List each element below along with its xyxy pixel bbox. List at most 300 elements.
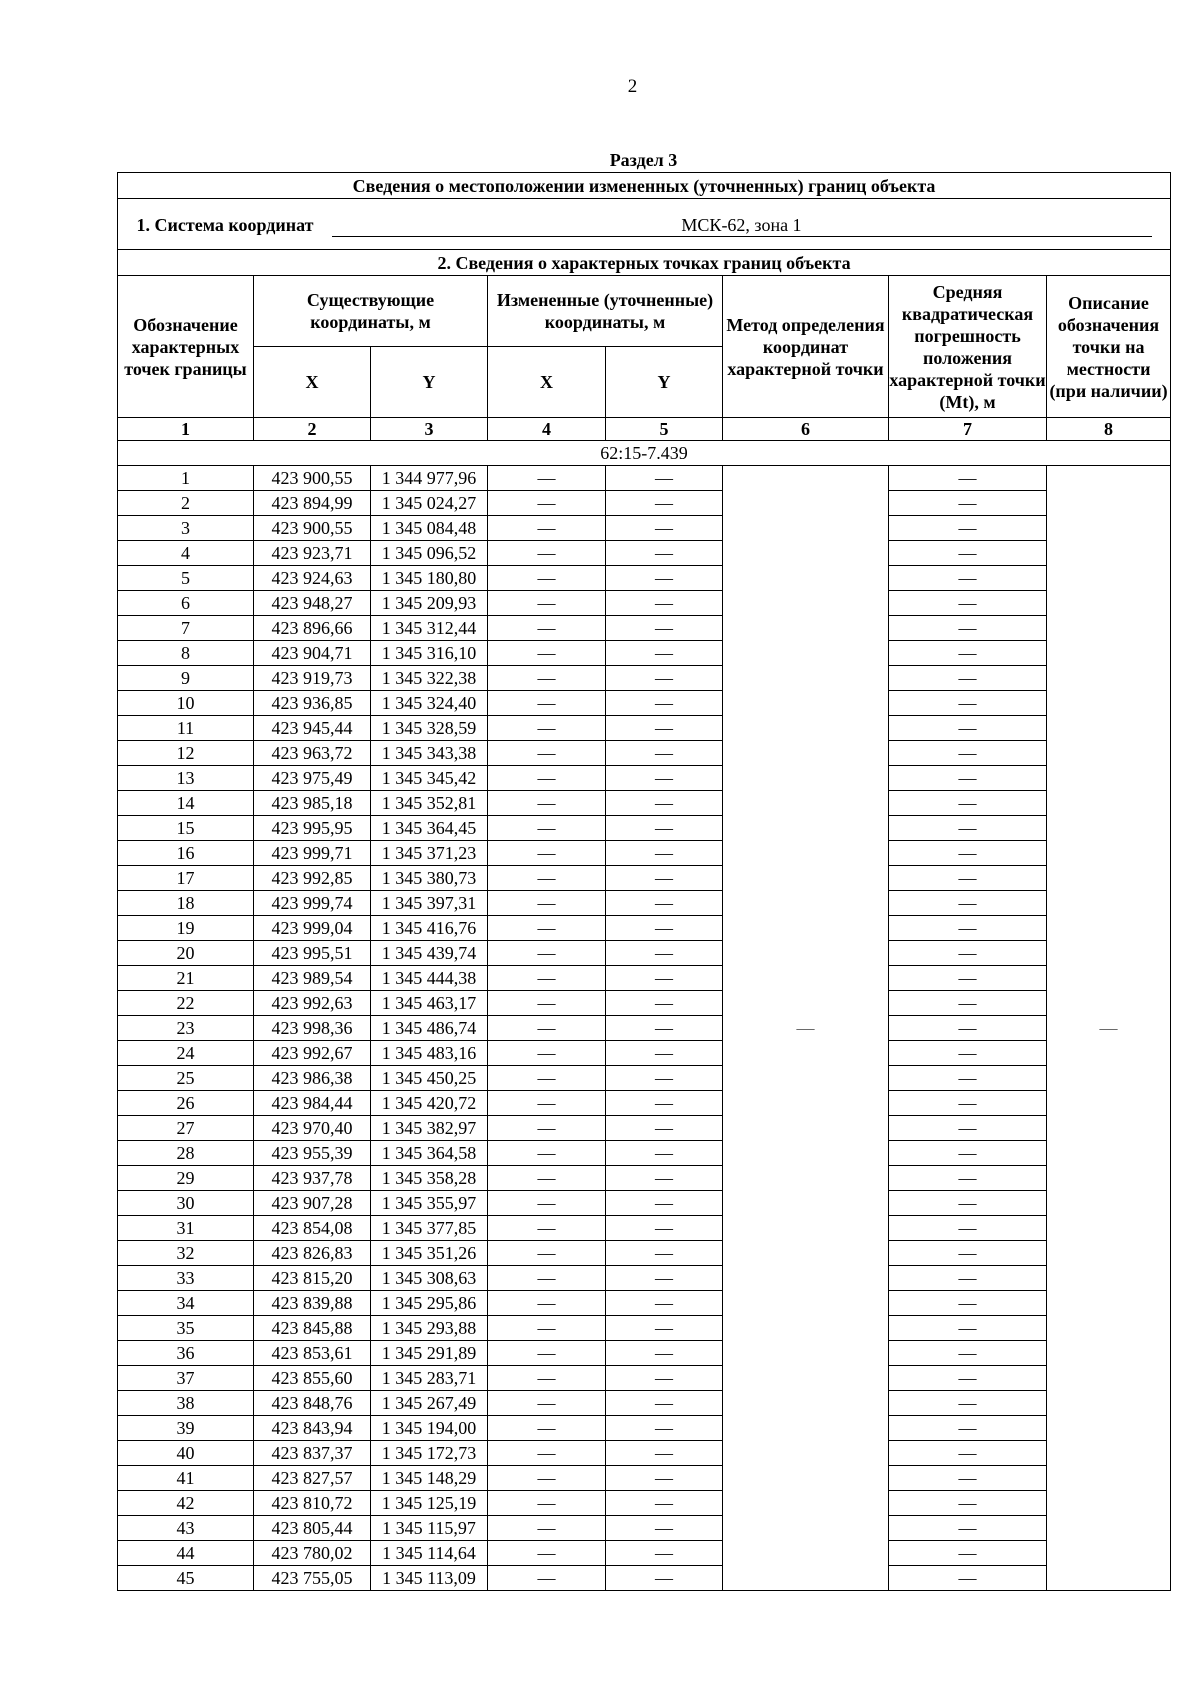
mean-error-value: — xyxy=(889,1066,1047,1091)
mean-error-value: — xyxy=(889,991,1047,1016)
changed-x-value: — xyxy=(488,616,606,641)
existing-x-value: 423 948,27 xyxy=(254,591,371,616)
existing-x-value: 423 900,55 xyxy=(254,466,371,491)
header-changed-x: X xyxy=(488,347,606,418)
mean-error-value: — xyxy=(889,1566,1047,1591)
existing-x-value: 423 975,49 xyxy=(254,766,371,791)
changed-y-value: — xyxy=(606,691,723,716)
changed-x-value: — xyxy=(488,1341,606,1366)
existing-y-value: 1 345 382,97 xyxy=(371,1116,488,1141)
point-number: 32 xyxy=(118,1241,254,1266)
mean-error-value: — xyxy=(889,1191,1047,1216)
mean-error-value: — xyxy=(889,1491,1047,1516)
point-number: 8 xyxy=(118,641,254,666)
point-number: 36 xyxy=(118,1341,254,1366)
table-row xyxy=(118,1316,1171,1341)
changed-y-value: — xyxy=(606,641,723,666)
table-row xyxy=(118,516,1171,541)
point-number: 2 xyxy=(118,491,254,516)
point-number: 38 xyxy=(118,1391,254,1416)
changed-x-value: — xyxy=(488,1216,606,1241)
changed-y-value: — xyxy=(606,791,723,816)
changed-x-value: — xyxy=(488,541,606,566)
mean-error-value: — xyxy=(889,766,1047,791)
mean-error-value: — xyxy=(889,1416,1047,1441)
existing-x-value: 423 894,99 xyxy=(254,491,371,516)
existing-y-value: 1 345 148,29 xyxy=(371,1466,488,1491)
coord-system-value: МСК-62, зона 1 xyxy=(332,215,1152,237)
changed-y-value: — xyxy=(606,1441,723,1466)
existing-y-value: 1 345 125,19 xyxy=(371,1491,488,1516)
mean-error-value: — xyxy=(889,716,1047,741)
mean-error-value: — xyxy=(889,616,1047,641)
mean-error-value: — xyxy=(889,1316,1047,1341)
description-value: — xyxy=(1047,466,1171,1591)
point-number: 41 xyxy=(118,1466,254,1491)
mean-error-value: — xyxy=(889,1016,1047,1041)
changed-x-value: — xyxy=(488,1266,606,1291)
existing-x-value: 423 936,85 xyxy=(254,691,371,716)
existing-x-value: 423 848,76 xyxy=(254,1391,371,1416)
table-row xyxy=(118,1366,1171,1391)
changed-y-value: — xyxy=(606,1341,723,1366)
table-row xyxy=(118,466,1171,491)
table-row xyxy=(118,1516,1171,1541)
existing-x-value: 423 839,88 xyxy=(254,1291,371,1316)
existing-x-value: 423 900,55 xyxy=(254,516,371,541)
mean-error-value: — xyxy=(889,541,1047,566)
existing-y-value: 1 345 295,86 xyxy=(371,1291,488,1316)
changed-y-value: — xyxy=(606,916,723,941)
column-number: 5 xyxy=(606,418,723,441)
existing-x-value: 423 815,20 xyxy=(254,1266,371,1291)
table-row xyxy=(118,1041,1171,1066)
changed-y-value: — xyxy=(606,1391,723,1416)
existing-y-value: 1 345 283,71 xyxy=(371,1366,488,1391)
table-row xyxy=(118,916,1171,941)
changed-x-value: — xyxy=(488,1516,606,1541)
table-row xyxy=(118,1166,1171,1191)
existing-x-value: 423 992,67 xyxy=(254,1041,371,1066)
changed-x-value: — xyxy=(488,1391,606,1416)
column-number: 6 xyxy=(723,418,889,441)
point-number: 16 xyxy=(118,841,254,866)
table-row xyxy=(118,991,1171,1016)
mean-error-value: — xyxy=(889,1516,1047,1541)
mean-error-value: — xyxy=(889,891,1047,916)
changed-x-value: — xyxy=(488,916,606,941)
table-row xyxy=(118,566,1171,591)
existing-y-value: 1 345 267,49 xyxy=(371,1391,488,1416)
coord-system-label: 1. Система координат xyxy=(136,214,314,235)
changed-y-value: — xyxy=(606,466,723,491)
existing-y-value: 1 345 416,76 xyxy=(371,916,488,941)
section-title: Раздел 3 xyxy=(609,150,678,170)
page-number: 2 xyxy=(627,76,638,97)
existing-y-value: 1 345 352,81 xyxy=(371,791,488,816)
existing-y-value: 1 345 180,80 xyxy=(371,566,488,591)
changed-y-value: — xyxy=(606,1366,723,1391)
table-row xyxy=(118,691,1171,716)
changed-x-value: — xyxy=(488,1116,606,1141)
changed-x-value: — xyxy=(488,516,606,541)
existing-y-value: 1 345 316,10 xyxy=(371,641,488,666)
table-row xyxy=(118,1191,1171,1216)
mean-error-value: — xyxy=(889,491,1047,516)
header-point-designation: Обозначение характерных точек границы xyxy=(118,276,254,418)
existing-y-value: 1 345 358,28 xyxy=(371,1166,488,1191)
point-number: 26 xyxy=(118,1091,254,1116)
changed-y-value: — xyxy=(606,1191,723,1216)
table-row xyxy=(118,541,1171,566)
existing-y-value: 1 345 328,59 xyxy=(371,716,488,741)
changed-y-value: — xyxy=(606,1291,723,1316)
existing-y-value: 1 345 024,27 xyxy=(371,491,488,516)
point-number: 45 xyxy=(118,1566,254,1591)
boundary-points-table xyxy=(117,172,1171,1591)
existing-x-value: 423 896,66 xyxy=(254,616,371,641)
mean-error-value: — xyxy=(889,1041,1047,1066)
mean-error-value: — xyxy=(889,1116,1047,1141)
mean-error-value: — xyxy=(889,566,1047,591)
table-row xyxy=(118,491,1171,516)
existing-y-value: 1 345 324,40 xyxy=(371,691,488,716)
changed-y-value: — xyxy=(606,1516,723,1541)
changed-x-value: — xyxy=(488,691,606,716)
changed-x-value: — xyxy=(488,891,606,916)
changed-x-value: — xyxy=(488,841,606,866)
changed-y-value: — xyxy=(606,666,723,691)
existing-y-value: 1 345 380,73 xyxy=(371,866,488,891)
point-number: 40 xyxy=(118,1441,254,1466)
mean-error-value: — xyxy=(889,1266,1047,1291)
changed-y-value: — xyxy=(606,516,723,541)
changed-y-value: — xyxy=(606,1566,723,1591)
existing-y-value: 1 345 450,25 xyxy=(371,1066,488,1091)
table-title: Сведения о местоположении измененных (уточненных) границ объекта xyxy=(118,173,1171,199)
changed-x-value: — xyxy=(488,1166,606,1191)
point-number: 24 xyxy=(118,1041,254,1066)
existing-y-value: 1 345 343,38 xyxy=(371,741,488,766)
changed-x-value: — xyxy=(488,666,606,691)
changed-x-value: — xyxy=(488,1466,606,1491)
existing-y-value: 1 345 209,93 xyxy=(371,591,488,616)
changed-x-value: — xyxy=(488,1441,606,1466)
existing-y-value: 1 345 397,31 xyxy=(371,891,488,916)
existing-x-value: 423 999,74 xyxy=(254,891,371,916)
existing-y-value: 1 345 463,17 xyxy=(371,991,488,1016)
changed-x-value: — xyxy=(488,641,606,666)
method-value: — xyxy=(723,466,889,1591)
existing-x-value: 423 904,71 xyxy=(254,641,371,666)
existing-y-value: 1 345 115,97 xyxy=(371,1516,488,1541)
existing-y-value: 1 345 364,45 xyxy=(371,816,488,841)
changed-y-value: — xyxy=(606,816,723,841)
changed-x-value: — xyxy=(488,466,606,491)
point-number: 39 xyxy=(118,1416,254,1441)
table-row xyxy=(118,866,1171,891)
point-number: 11 xyxy=(118,716,254,741)
changed-x-value: — xyxy=(488,791,606,816)
table-row xyxy=(118,816,1171,841)
header-existing-y: Y xyxy=(371,347,488,418)
point-number: 13 xyxy=(118,766,254,791)
existing-x-value: 423 963,72 xyxy=(254,741,371,766)
changed-x-value: — xyxy=(488,1366,606,1391)
existing-y-value: 1 345 444,38 xyxy=(371,966,488,991)
point-number: 25 xyxy=(118,1066,254,1091)
point-number: 43 xyxy=(118,1516,254,1541)
changed-x-value: — xyxy=(488,866,606,891)
mean-error-value: — xyxy=(889,791,1047,816)
existing-x-value: 423 845,88 xyxy=(254,1316,371,1341)
existing-y-value: 1 345 377,85 xyxy=(371,1216,488,1241)
column-number: 4 xyxy=(488,418,606,441)
mean-error-value: — xyxy=(889,691,1047,716)
existing-y-value: 1 345 312,44 xyxy=(371,616,488,641)
point-number: 30 xyxy=(118,1191,254,1216)
changed-y-value: — xyxy=(606,1541,723,1566)
header-changed-coords: Измененные (уточненные) координаты, м xyxy=(488,276,723,347)
existing-y-value: 1 345 345,42 xyxy=(371,766,488,791)
mean-error-value: — xyxy=(889,941,1047,966)
changed-x-value: — xyxy=(488,491,606,516)
table-row xyxy=(118,1566,1171,1591)
changed-y-value: — xyxy=(606,1116,723,1141)
existing-x-value: 423 923,71 xyxy=(254,541,371,566)
changed-y-value: — xyxy=(606,841,723,866)
changed-y-value: — xyxy=(606,1316,723,1341)
changed-y-value: — xyxy=(606,591,723,616)
changed-x-value: — xyxy=(488,766,606,791)
table-row xyxy=(118,616,1171,641)
point-number: 10 xyxy=(118,691,254,716)
changed-y-value: — xyxy=(606,1266,723,1291)
point-number: 31 xyxy=(118,1216,254,1241)
changed-y-value: — xyxy=(606,866,723,891)
table-row xyxy=(118,741,1171,766)
table-row xyxy=(118,1016,1171,1041)
mean-error-value: — xyxy=(889,1141,1047,1166)
table-row xyxy=(118,941,1171,966)
existing-x-value: 423 843,94 xyxy=(254,1416,371,1441)
table-row xyxy=(118,1241,1171,1266)
existing-y-value: 1 345 439,74 xyxy=(371,941,488,966)
mean-error-value: — xyxy=(889,1091,1047,1116)
existing-y-value: 1 345 420,72 xyxy=(371,1091,488,1116)
existing-y-value: 1 345 113,09 xyxy=(371,1566,488,1591)
mean-error-value: — xyxy=(889,1466,1047,1491)
mean-error-value: — xyxy=(889,1391,1047,1416)
point-number: 9 xyxy=(118,666,254,691)
existing-x-value: 423 955,39 xyxy=(254,1141,371,1166)
point-number: 5 xyxy=(118,566,254,591)
changed-y-value: — xyxy=(606,1091,723,1116)
changed-y-value: — xyxy=(606,1216,723,1241)
existing-y-value: 1 345 291,89 xyxy=(371,1341,488,1366)
existing-x-value: 423 805,44 xyxy=(254,1516,371,1541)
changed-y-value: — xyxy=(606,991,723,1016)
table-row xyxy=(118,1416,1171,1441)
column-number: 1 xyxy=(118,418,254,441)
changed-y-value: — xyxy=(606,541,723,566)
changed-x-value: — xyxy=(488,1416,606,1441)
changed-x-value: — xyxy=(488,566,606,591)
changed-x-value: — xyxy=(488,1566,606,1591)
points-title: 2. Сведения о характерных точках границ объекта xyxy=(118,250,1171,276)
changed-y-value: — xyxy=(606,766,723,791)
existing-x-value: 423 999,71 xyxy=(254,841,371,866)
point-number: 21 xyxy=(118,966,254,991)
mean-error-value: — xyxy=(889,1341,1047,1366)
changed-y-value: — xyxy=(606,1466,723,1491)
table-row xyxy=(118,1266,1171,1291)
changed-x-value: — xyxy=(488,1191,606,1216)
table-row xyxy=(118,666,1171,691)
column-number: 8 xyxy=(1047,418,1171,441)
existing-x-value: 423 810,72 xyxy=(254,1491,371,1516)
changed-y-value: — xyxy=(606,566,723,591)
point-number: 35 xyxy=(118,1316,254,1341)
table-row xyxy=(118,841,1171,866)
changed-y-value: — xyxy=(606,1066,723,1091)
mean-error-value: — xyxy=(889,816,1047,841)
point-number: 18 xyxy=(118,891,254,916)
changed-x-value: — xyxy=(488,1291,606,1316)
existing-x-value: 423 998,36 xyxy=(254,1016,371,1041)
mean-error-value: — xyxy=(889,1541,1047,1566)
changed-x-value: — xyxy=(488,1141,606,1166)
header-description: Описание обозначения точки на местности (при наличии) xyxy=(1047,276,1171,418)
existing-y-value: 1 344 977,96 xyxy=(371,466,488,491)
existing-x-value: 423 985,18 xyxy=(254,791,371,816)
mean-error-value: — xyxy=(889,466,1047,491)
point-number: 7 xyxy=(118,616,254,641)
header-mean-error: Средняя квадратическая погрешность положения характерной точки (Mt), м xyxy=(889,276,1047,418)
point-number: 29 xyxy=(118,1166,254,1191)
changed-x-value: — xyxy=(488,1541,606,1566)
existing-y-value: 1 345 322,38 xyxy=(371,666,488,691)
mean-error-value: — xyxy=(889,741,1047,766)
changed-y-value: — xyxy=(606,716,723,741)
changed-x-value: — xyxy=(488,1241,606,1266)
changed-x-value: — xyxy=(488,716,606,741)
column-number: 2 xyxy=(254,418,371,441)
existing-x-value: 423 989,54 xyxy=(254,966,371,991)
changed-x-value: — xyxy=(488,1491,606,1516)
existing-x-value: 423 992,85 xyxy=(254,866,371,891)
point-number: 19 xyxy=(118,916,254,941)
table-row xyxy=(118,966,1171,991)
existing-x-value: 423 919,73 xyxy=(254,666,371,691)
parcel-id: 62:15-7.439 xyxy=(118,441,1171,466)
changed-y-value: — xyxy=(606,1016,723,1041)
existing-x-value: 423 855,60 xyxy=(254,1366,371,1391)
changed-x-value: — xyxy=(488,1066,606,1091)
changed-x-value: — xyxy=(488,1316,606,1341)
changed-y-value: — xyxy=(606,491,723,516)
changed-y-value: — xyxy=(606,741,723,766)
changed-x-value: — xyxy=(488,1041,606,1066)
changed-y-value: — xyxy=(606,616,723,641)
changed-x-value: — xyxy=(488,1091,606,1116)
existing-y-value: 1 345 172,73 xyxy=(371,1441,488,1466)
mean-error-value: — xyxy=(889,591,1047,616)
existing-x-value: 423 924,63 xyxy=(254,566,371,591)
point-number: 34 xyxy=(118,1291,254,1316)
table-row xyxy=(118,1391,1171,1416)
existing-y-value: 1 345 194,00 xyxy=(371,1416,488,1441)
point-number: 42 xyxy=(118,1491,254,1516)
table-row xyxy=(118,1066,1171,1091)
existing-x-value: 423 945,44 xyxy=(254,716,371,741)
existing-x-value: 423 970,40 xyxy=(254,1116,371,1141)
point-number: 27 xyxy=(118,1116,254,1141)
existing-x-value: 423 907,28 xyxy=(254,1191,371,1216)
table-row xyxy=(118,1216,1171,1241)
table-row xyxy=(118,891,1171,916)
table-row xyxy=(118,1541,1171,1566)
changed-y-value: — xyxy=(606,1041,723,1066)
point-number: 12 xyxy=(118,741,254,766)
table-row xyxy=(118,1141,1171,1166)
mean-error-value: — xyxy=(889,1291,1047,1316)
point-number: 3 xyxy=(118,516,254,541)
point-number: 33 xyxy=(118,1266,254,1291)
mean-error-value: — xyxy=(889,966,1047,991)
table-row xyxy=(118,1291,1171,1316)
point-number: 4 xyxy=(118,541,254,566)
point-number: 17 xyxy=(118,866,254,891)
changed-y-value: — xyxy=(606,1166,723,1191)
changed-x-value: — xyxy=(488,591,606,616)
mean-error-value: — xyxy=(889,666,1047,691)
table-row xyxy=(118,1466,1171,1491)
column-number: 7 xyxy=(889,418,1047,441)
existing-x-value: 423 984,44 xyxy=(254,1091,371,1116)
changed-y-value: — xyxy=(606,941,723,966)
existing-y-value: 1 345 114,64 xyxy=(371,1541,488,1566)
existing-x-value: 423 992,63 xyxy=(254,991,371,1016)
header-method: Метод определения координат характерной точки xyxy=(723,276,889,418)
point-number: 28 xyxy=(118,1141,254,1166)
table-row xyxy=(118,766,1171,791)
mean-error-value: — xyxy=(889,516,1047,541)
changed-y-value: — xyxy=(606,1141,723,1166)
existing-y-value: 1 345 351,26 xyxy=(371,1241,488,1266)
point-number: 6 xyxy=(118,591,254,616)
changed-y-value: — xyxy=(606,1241,723,1266)
mean-error-value: — xyxy=(889,1216,1047,1241)
point-number: 22 xyxy=(118,991,254,1016)
existing-x-value: 423 837,37 xyxy=(254,1441,371,1466)
changed-x-value: — xyxy=(488,941,606,966)
table-row xyxy=(118,791,1171,816)
existing-y-value: 1 345 355,97 xyxy=(371,1191,488,1216)
existing-y-value: 1 345 486,74 xyxy=(371,1016,488,1041)
changed-y-value: — xyxy=(606,891,723,916)
mean-error-value: — xyxy=(889,1166,1047,1191)
table-row xyxy=(118,1441,1171,1466)
existing-x-value: 423 999,04 xyxy=(254,916,371,941)
table-row xyxy=(118,716,1171,741)
point-number: 23 xyxy=(118,1016,254,1041)
existing-y-value: 1 345 483,16 xyxy=(371,1041,488,1066)
coord-system-row xyxy=(118,199,1171,250)
header-changed-y: Y xyxy=(606,347,723,418)
table-row xyxy=(118,1116,1171,1141)
header-existing-coords: Существующие координаты, м xyxy=(254,276,488,347)
